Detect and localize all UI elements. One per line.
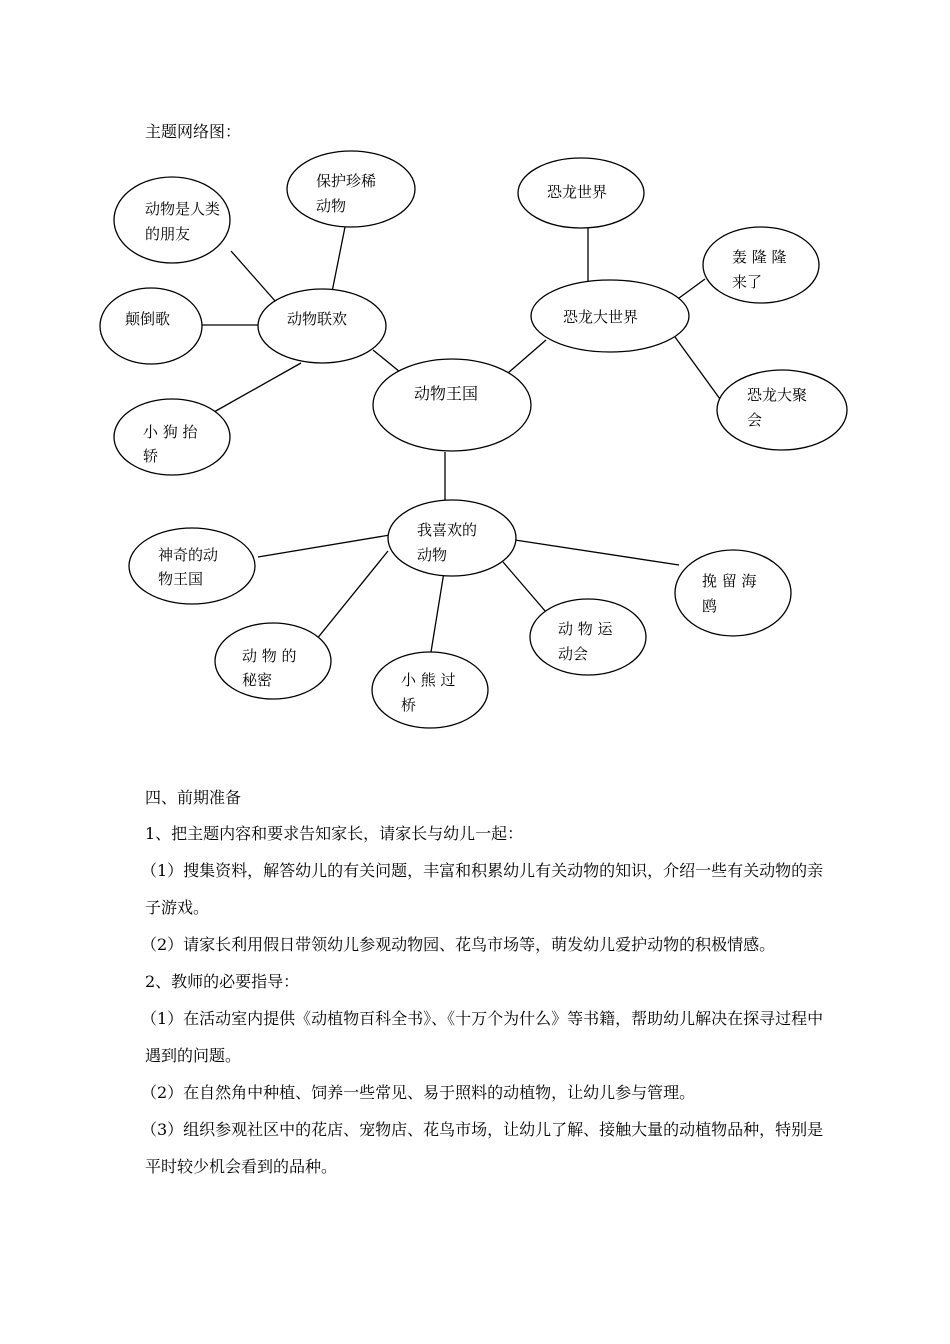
svg-text:的朋友: 的朋友 bbox=[145, 225, 191, 243]
svg-text:颠倒歌: 颠倒歌 bbox=[125, 310, 171, 328]
connector bbox=[373, 350, 400, 372]
node-leaf bbox=[114, 177, 230, 263]
node-branch-favorite-animals bbox=[388, 500, 516, 576]
section-heading: 四、前期准备 bbox=[145, 788, 242, 807]
branch-label: 动物 bbox=[417, 546, 448, 564]
connector bbox=[316, 551, 388, 640]
connector bbox=[503, 562, 546, 612]
node-leaf bbox=[717, 370, 847, 450]
svg-text:轰 隆 隆: 轰 隆 隆 bbox=[732, 248, 787, 266]
branch-label: 动物联欢 bbox=[287, 310, 348, 328]
connector bbox=[231, 251, 276, 302]
node-leaf bbox=[129, 528, 255, 604]
node-leaf bbox=[114, 399, 230, 475]
svg-text:动物: 动物 bbox=[316, 197, 347, 215]
svg-text:秘密: 秘密 bbox=[242, 671, 273, 689]
node-center-label: 动物王国 bbox=[414, 384, 479, 403]
svg-text:桥: 桥 bbox=[401, 696, 417, 714]
svg-text:小 熊 过: 小 熊 过 bbox=[401, 671, 456, 689]
branch-label: 我喜欢的 bbox=[417, 521, 478, 539]
node-leaf bbox=[372, 652, 488, 728]
paragraph: 2、教师的必要指导： bbox=[145, 972, 300, 991]
node-branch-animal-party bbox=[258, 289, 386, 363]
connector bbox=[214, 363, 301, 412]
svg-text:动 物 运: 动 物 运 bbox=[558, 620, 613, 638]
diagram-title: 主题网络图： bbox=[145, 122, 242, 141]
node-leaf bbox=[530, 599, 646, 675]
paragraph: （2）请家长利用假日带领幼儿参观动物园、花鸟市场等，萌发幼儿爱护动物的积极情感。 bbox=[141, 935, 776, 954]
node-leaf bbox=[287, 151, 415, 227]
svg-text:动会: 动会 bbox=[558, 645, 589, 663]
svg-text:来了: 来了 bbox=[732, 273, 763, 291]
svg-text:轿: 轿 bbox=[143, 447, 159, 465]
svg-text:恐龙大聚: 恐龙大聚 bbox=[747, 386, 808, 404]
svg-text:挽 留 海: 挽 留 海 bbox=[702, 572, 757, 590]
node-leaf bbox=[215, 623, 331, 699]
connector bbox=[675, 279, 705, 301]
svg-text:小 狗 抬: 小 狗 抬 bbox=[143, 423, 198, 441]
branch-label: 恐龙大世界 bbox=[563, 308, 639, 326]
node-leaf bbox=[675, 550, 791, 636]
node-leaf bbox=[518, 158, 644, 228]
node-leaf bbox=[100, 288, 202, 364]
svg-text:保护珍稀: 保护珍稀 bbox=[316, 172, 377, 190]
connector bbox=[675, 337, 720, 399]
node-branch-dinosaur-world bbox=[531, 280, 689, 352]
paragraph: （2）在自然角中种植、饲养一些常见、易于照料的动植物，让幼儿参与管理。 bbox=[141, 1083, 696, 1102]
svg-text:动物是人类: 动物是人类 bbox=[145, 200, 221, 218]
paragraph: （1）搜集资料，解答幼儿的有关问题，丰富和积累幼儿有关动物的知识，介绍一些有关动物的亲子游戏。 bbox=[141, 861, 824, 917]
svg-text:恐龙世界: 恐龙世界 bbox=[547, 183, 608, 201]
paragraph: 1、把主题内容和要求告知家长，请家长与幼儿一起： bbox=[145, 824, 524, 843]
paragraph: （3）组织参观社区中的花店、宠物店、花鸟市场，让幼儿了解、接触大量的动植物品种，特别是平时较少机会看到的品种。 bbox=[141, 1120, 824, 1176]
connector bbox=[431, 572, 444, 652]
svg-text:会: 会 bbox=[747, 411, 763, 429]
preparation-section bbox=[141, 785, 825, 1185]
paragraph: （1）在活动室内提供《动植物百科全书》、《十万个为什么》等书籍，帮助幼儿解决在探寻过程中遇到的问题。 bbox=[141, 1009, 824, 1065]
connector bbox=[515, 540, 679, 565]
connector bbox=[258, 535, 390, 557]
connector bbox=[508, 340, 546, 373]
svg-text:动 物 的: 动 物 的 bbox=[242, 647, 297, 665]
svg-text:物王国: 物王国 bbox=[158, 570, 204, 588]
svg-text:神奇的动: 神奇的动 bbox=[158, 546, 219, 564]
connector bbox=[332, 227, 345, 292]
node-leaf bbox=[703, 227, 819, 303]
svg-text:鸥: 鸥 bbox=[702, 597, 718, 615]
node-center bbox=[373, 359, 531, 451]
